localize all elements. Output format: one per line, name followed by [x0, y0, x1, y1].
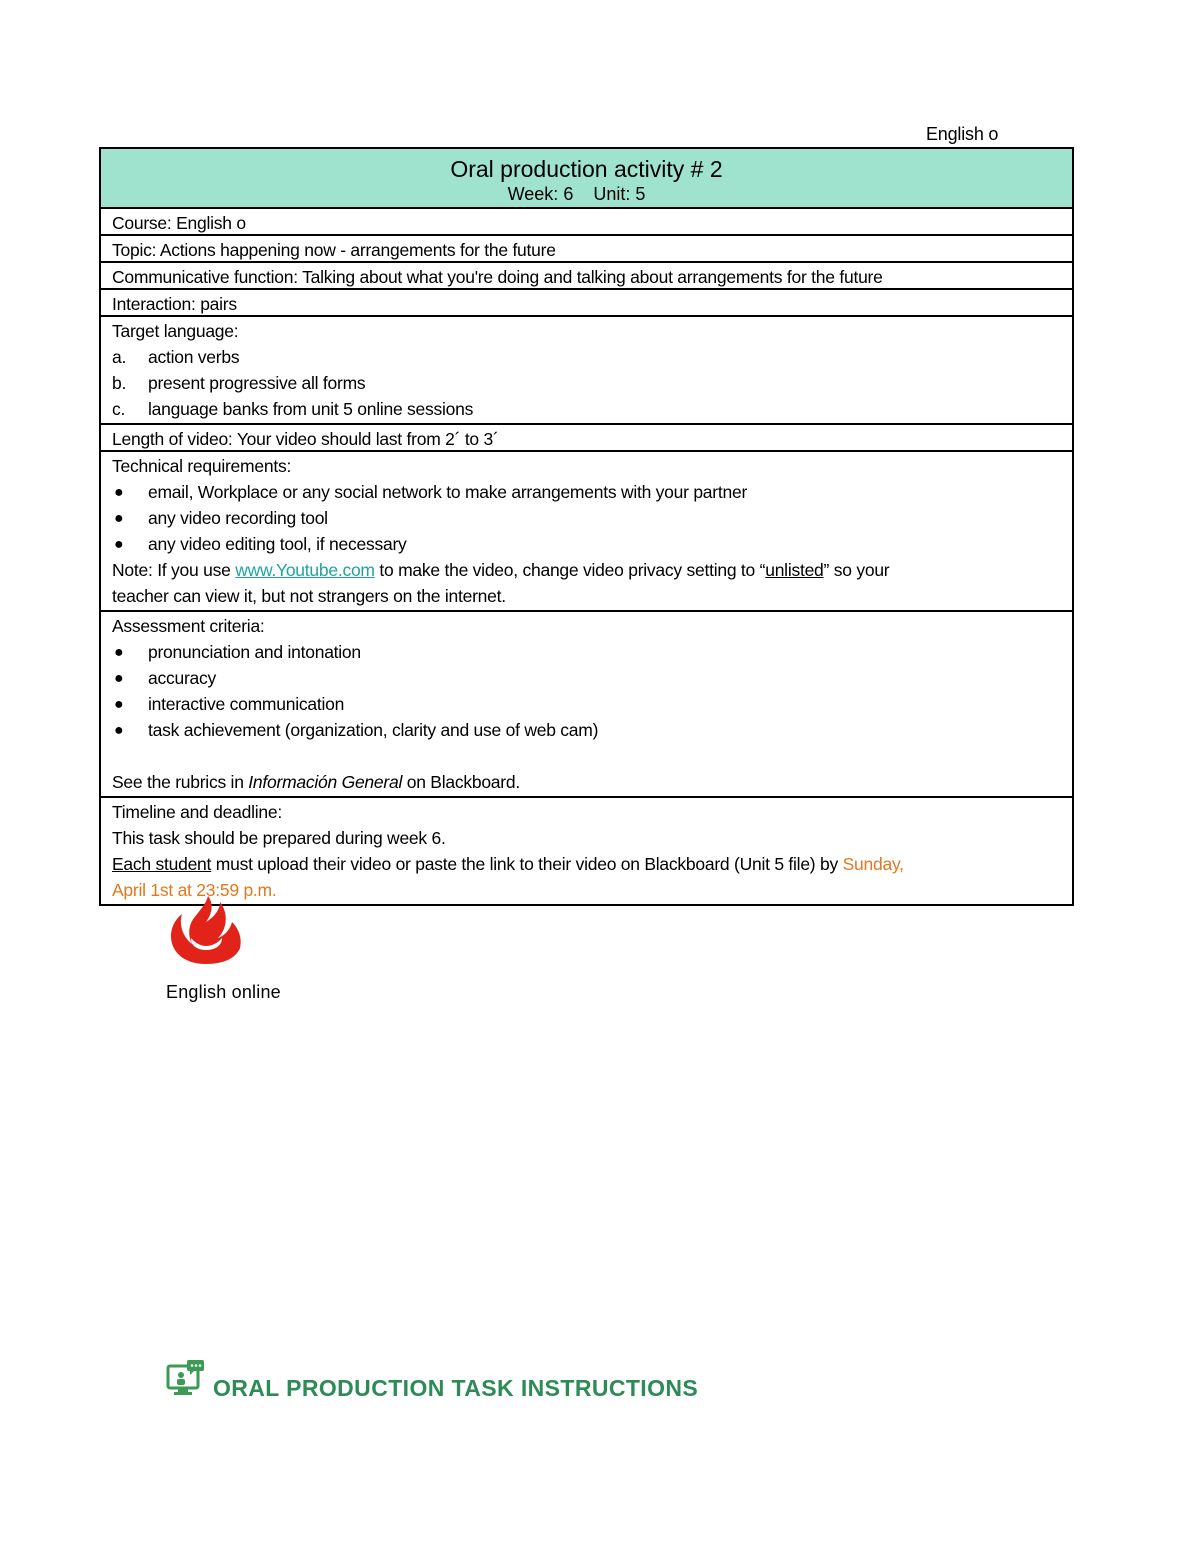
list-item: ● interactive communication	[112, 692, 1062, 718]
activity-title: Oral production activity # 2	[450, 156, 723, 182]
youtube-link[interactable]: www.Youtube.com	[235, 560, 375, 580]
blank-line	[112, 744, 1062, 770]
bullet-icon: ●	[114, 696, 124, 713]
unit-label: Unit: 5	[593, 184, 646, 204]
logo-caption: English online	[166, 982, 281, 1002]
bullet-icon: ●	[114, 644, 124, 661]
video-length-row: Length of video: Your video should last from 2´ to 3´	[101, 425, 1072, 452]
timeline-line-2: Each student must upload their video or paste the link to their video on Blackboard (Unit 5 file) by Sunday,	[112, 854, 904, 874]
title-row	[101, 149, 1072, 209]
bullet-icon: ●	[114, 536, 124, 553]
technical-note: Note: If you use www.Youtube.com to make the video, change video privacy setting to “unlisted” so your	[112, 560, 890, 580]
unlisted-emphasis: unlisted	[765, 560, 824, 580]
list-item: ● accuracy	[112, 666, 1062, 692]
bullet-icon: ●	[114, 510, 124, 527]
list-item: ● any video editing tool, if necessary	[112, 532, 1062, 558]
course-row: Course: English o	[101, 209, 1072, 236]
rubrics-note: See the rubrics in Información General on Blackboard.	[112, 772, 520, 792]
list-item: ● task achievement (organization, clarity and use of web cam)	[112, 718, 1062, 744]
bullet-icon: ●	[114, 722, 124, 739]
technical-note-continued: teacher can view it, but not strangers on the internet.	[112, 586, 506, 606]
timeline-heading: Timeline and deadline:	[112, 802, 282, 822]
interaction-row: Interaction: pairs	[101, 290, 1072, 317]
target-language-row	[101, 317, 1072, 425]
deadline-day: Sunday,	[842, 854, 904, 874]
video-chat-monitor-icon	[166, 1358, 206, 1398]
deadline-date: April 1st at 23:59 p.m.	[112, 880, 277, 900]
activity-subtitle	[101, 183, 1072, 205]
technical-heading: Technical requirements:	[112, 456, 292, 476]
list-item: ● email, Workplace or any social network to make arrangements with your partner	[112, 480, 1062, 506]
list-item: ● pronunciation and intonation	[112, 640, 1062, 666]
list-item: a. action verbs	[112, 347, 240, 367]
timeline-line-1: This task should be prepared during week 6.	[112, 828, 446, 848]
communicative-function-row: Communicative function: Talking about what you're doing and talking about arrangements for the future	[101, 263, 1072, 290]
bullet-icon: ●	[114, 670, 124, 687]
footer-title: ORAL PRODUCTION TASK INSTRUCTIONS	[213, 1375, 699, 1401]
target-language-heading: Target language:	[112, 321, 239, 341]
list-item: ● any video recording tool	[112, 506, 1062, 532]
assessment-criteria-row	[101, 612, 1072, 798]
list-item: c. language banks from unit 5 online sessions	[112, 399, 474, 419]
list-item: b. present progressive all forms	[112, 373, 366, 393]
topic-row: Topic: Actions happening now - arrangements for the future	[101, 236, 1072, 263]
week-label: Week: 6	[507, 184, 574, 204]
timeline-row	[101, 798, 1072, 904]
flame-logo-icon	[168, 894, 244, 968]
assessment-heading: Assessment criteria:	[112, 616, 265, 636]
course-tag: English o	[926, 124, 999, 144]
activity-table	[99, 147, 1074, 906]
bullet-icon: ●	[114, 484, 124, 501]
technical-requirements-row	[101, 452, 1072, 612]
